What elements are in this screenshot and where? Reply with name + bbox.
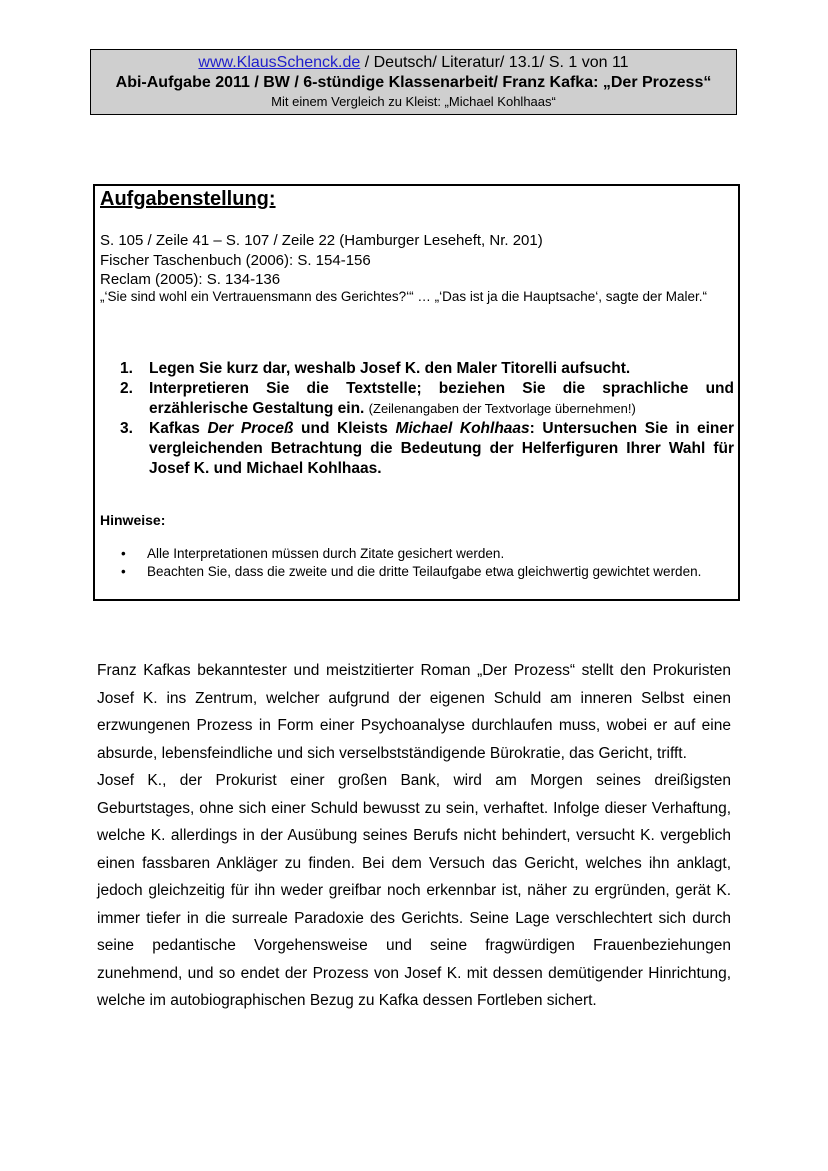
essay-text (97, 657, 731, 1015)
task-text: Interpretieren Sie die Textstelle; beziehen Sie die sprachliche und erzählerische Gestaltung ein. (149, 380, 734, 417)
task-note: (Zeilenangaben der Textvorlage übernehmen!) (368, 401, 636, 416)
hints-title: Hinweise: (100, 512, 166, 528)
source-line: Reclam (2005): S. 134-136 (100, 271, 281, 288)
site-link[interactable]: www.KlausSchenck.de (198, 54, 361, 71)
task-item (120, 359, 734, 379)
paragraph: Franz Kafkas bekanntester und meistzitierter Roman „Der Prozess“ stellt den Prokuristen Josef K. ins Zentrum, welcher aufgrund der eigenen Schuld am inneren Selbst einen erzwungenen Prozess in Form einer Psychoanalyse durchlaufen muss, wobei er auf eine absurde, lebensfeindliche und sich verselbstständigende Bürokratie, das Gericht, trifft. (97, 662, 731, 762)
task-item (120, 379, 734, 419)
page-header (90, 49, 737, 115)
source-line: Fischer Taschenbuch (2006): S. 154-156 (100, 252, 371, 269)
hint-text: Beachten Sie, dass die zweite und die dritte Teilaufgabe etwa gleichwertig gewichtet werden. (147, 564, 702, 579)
source-line: S. 105 / Zeile 41 – S. 107 / Zeile 22 (Hamburger Leseheft, Nr. 201) (100, 232, 543, 249)
task-number: 1. (120, 360, 133, 377)
task-text: : Untersuchen Sie in einer vergleichenden Betrachtung die Bedeutung der Helferfiguren Ihrer Wahl für Josef K. und Michael Kohlhaas. (149, 420, 735, 477)
hint-text: Alle Interpretationen müssen durch Zitate gesichert werden. (147, 546, 505, 561)
header-line (91, 50, 736, 72)
task-number: 3. (120, 420, 133, 437)
task-item (120, 419, 734, 479)
task-text: Legen Sie kurz dar, weshalb Josef K. den Maler Titorelli aufsucht. (149, 360, 631, 377)
header-path: / Deutsch/ Literatur/ 13.1/ S. 1 von 11 (360, 54, 629, 71)
assignment-title: Aufgabenstellung: (100, 188, 276, 210)
task-text: und Kleists (293, 420, 396, 437)
assignment-box (93, 184, 740, 601)
paragraph: Josef K., der Prokurist einer großen Bank, wird am Morgen seines dreißigsten Geburtstages, ohne sich einer Schuld bewusst zu sein, verhaftet. Infolge dieser Verhaftung, welche K. allerdings in der Ausübung seines Berufs nicht behindert, versucht K. vergeblich einen fassbaren Ankläger zu finden. Bei dem Versuch das Gericht, welches ihn anklagt, jedoch gleichzeitig für ihn weder greifbar noch erkennbar ist, näher zu ergründen, gerät K. immer tiefer in die surreale Paradoxie des Gerichts. Seine Lage verschlechtert sich durch seine pedantische Vorgehensweise und seine fragwürdigen Frauenbeziehungen zunehmend, und so endet der Prozess von Josef K. mit dessen demütigender Hinrichtung, welche im autobiographischen Bezug zu Kafka dessen Fortleben sichert. (97, 772, 731, 1009)
hints-list (121, 546, 739, 582)
work-title: Michael Kohlhaas (395, 420, 530, 437)
hint-item (121, 546, 739, 562)
task-text: Kafkas (149, 420, 208, 437)
bullet-icon: • (121, 564, 126, 579)
header-title: Abi-Aufgabe 2011 / BW / 6-stündige Klassenarbeit/ Franz Kafka: „Der Prozess“ (115, 74, 712, 91)
work-title: Der Proceß (207, 420, 294, 437)
bullet-icon: • (121, 546, 126, 561)
quote-range: „‘Sie sind wohl ein Vertrauensmann des Gerichtes?‘“ … „‘Das ist ja die Hauptsache‘, sagte der Maler.“ (100, 289, 708, 304)
header-subtitle: Mit einem Vergleich zu Kleist: „Michael Kohlhaas“ (271, 94, 556, 109)
task-list (120, 359, 734, 479)
task-number: 2. (120, 380, 133, 397)
hint-item (121, 564, 739, 580)
